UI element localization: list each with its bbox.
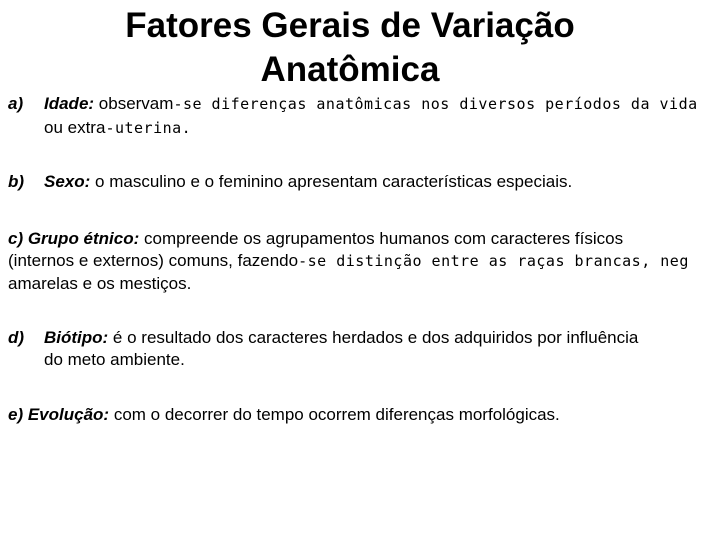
title-line-2: Anatômica	[260, 50, 440, 89]
item-e-text: com o decorrer do tempo ocorrem diferenças morfológicas.	[109, 405, 560, 424]
item-b-label: Sexo:	[44, 172, 91, 191]
item-evolucao	[8, 404, 560, 425]
item-a-marker: a)	[8, 94, 24, 113]
item-d-marker: d)	[8, 328, 25, 347]
item-a-text-mono: -se diferenças anatômicas nos diversos períodos da vida	[173, 95, 698, 113]
item-c-line-2-mono: -se distinção entre as raças brancas, neg	[298, 252, 689, 270]
title-line-1: Fatores Gerais de Variação	[125, 6, 575, 45]
item-d-label: Biótipo:	[44, 328, 109, 347]
item-e-label: e) Evolução:	[8, 405, 110, 424]
item-a-line-1	[44, 93, 698, 115]
item-a-label: Idade:	[44, 94, 95, 113]
item-c-text: compreende os agrupamentos humanos com caracteres físicos	[139, 229, 624, 248]
item-grupo-etnico	[8, 228, 623, 249]
item-b-text: o masculino e o feminino apresentam características especiais.	[90, 172, 573, 191]
item-c-line-3: amarelas e os mestiços.	[8, 274, 192, 293]
item-b-marker: b)	[8, 172, 25, 191]
item-a-line-2: ou extra	[44, 118, 106, 137]
item-c-line-2: (internos e externos) comuns, fazendo-se distinção entre as raças brancas, neg	[8, 251, 689, 270]
item-a-text: observam	[94, 94, 174, 113]
item-d-text: é o resultado dos caracteres herdados e dos adquiridos por influência	[108, 328, 639, 347]
item-a-line-2-mono: -uterina.	[105, 119, 192, 137]
item-c-label: c) Grupo étnico:	[8, 229, 140, 248]
page-title	[0, 4, 700, 92]
